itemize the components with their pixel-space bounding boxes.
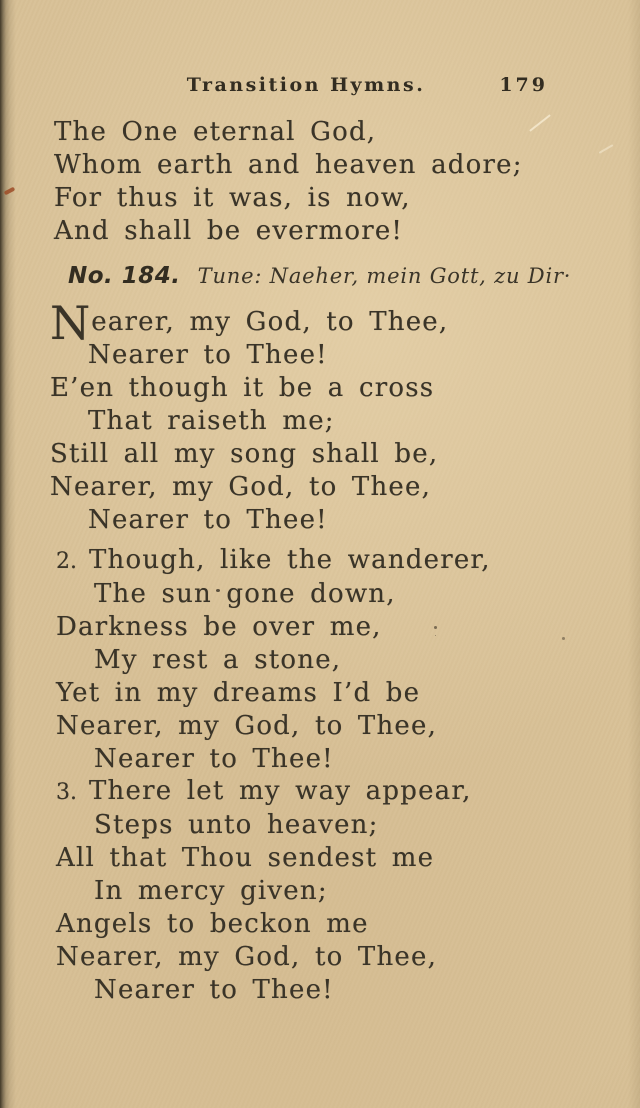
verse-line-text: Though, like the wanderer, <box>89 545 491 575</box>
verse-line: In mercy given; <box>94 876 328 906</box>
verse-number: 2. <box>56 549 77 574</box>
verse-line: The One eternal God, <box>54 117 377 147</box>
hymn-verse-2 <box>56 544 491 776</box>
verse-line: Nearer to Thee! <box>88 340 328 370</box>
verse-line: And shall be evermore! <box>54 216 404 246</box>
verse-line <box>56 775 472 809</box>
section-title: Transition Hymns. <box>186 74 426 96</box>
verse-line: Whom earth and heaven adore; <box>54 150 523 180</box>
previous-hymn-last-stanza <box>54 116 523 248</box>
verse-line: E’en though it be a cross <box>50 373 435 403</box>
hymn-tune-label: Tune: Naeher, mein Gott, zu Dir· <box>197 264 572 288</box>
page-number: 179 <box>499 74 548 96</box>
verse-line: Nearer, my God, to Thee, <box>56 942 438 972</box>
page-gutter-shadow <box>0 0 16 1108</box>
hymn-heading <box>68 263 571 289</box>
verse-line: Steps unto heaven; <box>94 810 379 840</box>
verse-line: Yet in my dreams I’d be <box>56 678 421 708</box>
verse-line: Nearer to Thee! <box>94 975 334 1005</box>
paper-scratch <box>529 114 551 132</box>
verse-line: That raiseth me; <box>88 406 335 436</box>
running-header <box>0 74 640 96</box>
verse-line: Still all my song shall be, <box>50 439 439 469</box>
verse-line: Nearer, my God, to Thee, <box>56 711 438 741</box>
hymn-verse-1 <box>50 296 449 537</box>
verse-line: Nearer to Thee! <box>94 744 334 774</box>
verse-line: All that Thou sendest me <box>56 843 435 873</box>
verse-line: Nearer to Thee! <box>88 505 328 535</box>
verse-line-text: earer, my God, to Thee, <box>91 307 449 337</box>
verse-line: The sun gone down, <box>94 579 396 609</box>
verse-number: 3. <box>56 780 77 805</box>
verse-line: For thus it was, is now, <box>54 183 411 213</box>
verse-line: Nearer, my God, to Thee, <box>50 296 449 350</box>
hymn-number-label: No. 184. <box>68 263 181 289</box>
verse-line-text: There let my way appear, <box>89 776 472 806</box>
hymn-verse-3 <box>56 775 472 1007</box>
verse-line: Angels to beckon me <box>56 909 369 939</box>
verse-line: Darkness be over me, <box>56 612 382 642</box>
paper-scratch <box>599 144 614 154</box>
verse-line: My rest a stone, <box>94 645 342 675</box>
verse-line: Nearer, my God, to Thee, <box>50 472 432 502</box>
paper-speck <box>562 637 565 640</box>
verse-line <box>56 544 491 578</box>
